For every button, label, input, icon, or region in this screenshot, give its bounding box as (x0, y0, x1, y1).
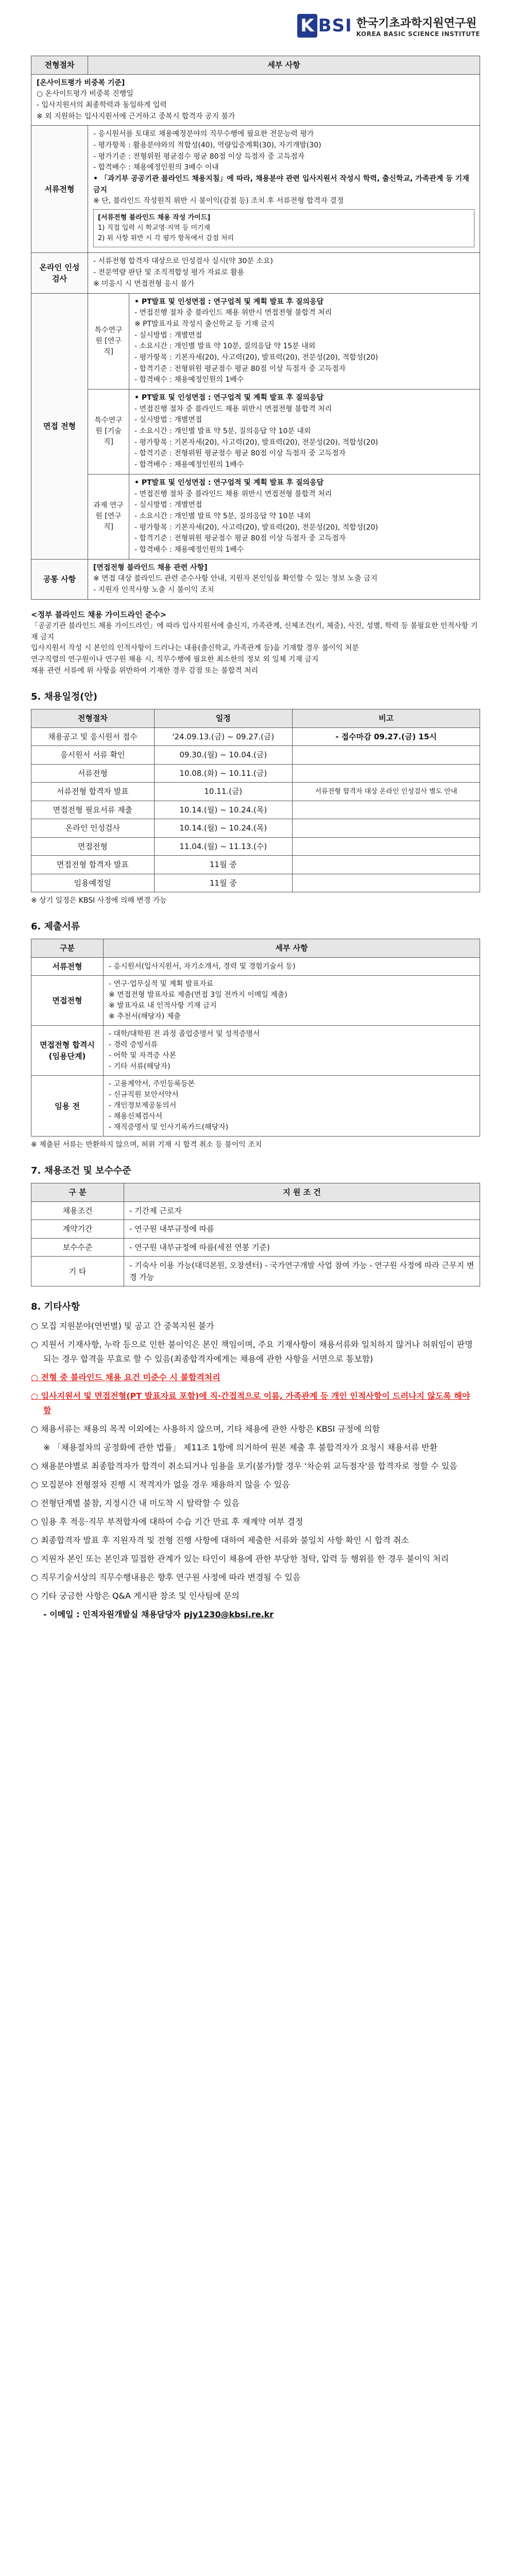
docs-note: ※ 제출된 서류는 반환하지 않으며, 허위 기재 시 합격 취소 등 불이익 조치 (31, 1141, 262, 1149)
common-label: 공통 사항 (31, 559, 88, 599)
etc-list (31, 1319, 480, 1622)
institute-logo (31, 10, 480, 41)
table-row: 응시원서 서류 확인 09.30.(월) ~ 10.04.(금) (31, 746, 480, 765)
list-item: ○ 전형단계별 불참, 지정시간 내 미도착 시 탈락할 수 있음 (31, 1498, 240, 1509)
table-row: 면접전형 - 연구·업무실적 및 계획 발표자료 ※ 면접전형 발표자료 제출(면접 3일 전까지 이메일 제출) ※ 발표자료 내 인적사항 기재 금지 ※ 추천서(해당자) 제출 (31, 976, 480, 1026)
table-row: 임용예정일 11월 중 (31, 874, 480, 892)
list-item: ○ 지원자 본인 또는 본인과 밀접한 관계가 있는 타인이 채용에 관한 부당한 청탁, 압력 등 행위를 한 경우 불이익 처리 (31, 1554, 449, 1564)
table-row: 면접전형 11.04.(월) ~ 11.13.(수) (31, 837, 480, 856)
conditions-table: 구 분 지 원 조 건 채용조건 - 기간제 근로자 계약기간 - 연구원 내부규정에 따름 보수수준 - 연구원 내부규정에 따름(세전 연봉 기준) 기 타 - 기숙사 이용 가능(대덕본원, 오창센터) - 국가연구개발 사업 참여 가능 - 연구원 사정에 따라 근무지 변경 가능 (31, 1183, 480, 1286)
table-row: 채용조건 - 기간제 근로자 (31, 1201, 480, 1220)
list-item: ○ 모집 지원분야(연번별) 및 공고 간 중복지원 불가 (31, 1321, 214, 1331)
list-item: ○ 직무기술서상의 직무수행내용은 향후 연구원 사정에 따라 변경될 수 있음 (31, 1572, 301, 1583)
table-row: 서류전형 합격자 발표 10.11.(금) 서류전형 합격자 대상 온라인 인성검사 별도 안내 (31, 783, 480, 801)
list-item: ○ 최종합격자 발표 후 지원자격 및 전형 진행 사항에 대하여 제출한 서류와 불일치 사항 확인 시 합격 취소 (31, 1535, 410, 1546)
table-row: 채용공고 및 응시원서 접수 '24.09.13.(금) ~ 09.27.(금) - 접수마감 09.27.(금) 15시 (31, 727, 480, 746)
list-item: ○ 임용 후 적응·직무 부적합자에 대하여 수습 기간 만료 후 재계약 여부 결정 (31, 1517, 303, 1527)
contact-line: - 이메일 : 인적자원개발실 채용담당자 pjy1230@kbsi.re.kr (43, 1609, 274, 1620)
table-row: 기 타 - 기숙사 이용 가능(대덕본원, 오창센터) - 국가연구개발 사업 참여 가능 - 연구원 사정에 따라 근무지 변경 가능 (31, 1257, 480, 1286)
docs-heading: 6. 제출서류 (31, 921, 80, 933)
list-item: ○ 기타 궁금한 사항은 Q&A 게시판 참조 및 인사팀에 문의 (31, 1591, 240, 1601)
schedule-heading: 5. 채용일정(안) (31, 691, 98, 703)
table-row: 면접전형 합격자 발표 11월 중 (31, 856, 480, 874)
kbsi-logo-mark: K BSI (297, 14, 352, 38)
online-test-label: 온라인 인성검사 (31, 253, 88, 293)
interview-sub-2: 특수연구원 [기술직] (88, 389, 129, 474)
table-row: 온라인 인성검사 10.14.(월) ~ 10.24.(목) (31, 819, 480, 838)
etc-heading: 8. 기타사항 (31, 1301, 80, 1313)
interview-sub-3: 과제 연구원 [연구직] (88, 474, 129, 559)
doc-screening-label: 서류전형 (31, 126, 88, 253)
interview-details-1: • PT발표 및 인성면접 : 연구업적 및 계획 발표 후 질의응답 - 면접진행 절차 중 블라인드 채용 위반시 면접전형 불합격 처리 ※ PT발표자료 작성시 출신학교 등 기재 금지 - 실시방법 : 개별면접 - 소요시간 : 개인별 발표 약 10분, 질의응답 약 15분 내외 - 평가항목 : 기본자세(20), 사고력(20), 발표력(20), 전문성(20), 적합성(20) - 합격기준 : 전형위원 평균점수 평균 80점 이상 득점자 중 고득점자 - 합격배수 : 채용예정인원의 1배수 (129, 293, 480, 389)
interview-label: 면접 전형 (31, 293, 88, 559)
notice-row: [온사이트평가 비중복 기준] ○ 온사이트평가 비중복 진행일 - 입사지원서의 최종학력과 동일하게 입력 ※ 외 지원하는 입사지원서에 근거하고 중복시 합격자 공지 불가 (31, 74, 480, 126)
contact-email-link[interactable]: pjy1230@kbsi.re.kr (183, 1609, 274, 1620)
table-row: 임용 전 - 고용계약서, 주민등록등본 - 신규직원 보안서약서 - 개인정보제공동의서 - 채용신체검사서 - 재직증명서 및 인사기록카드(해당자) (31, 1076, 480, 1137)
table-row: 계약기간 - 연구원 내부규정에 따름 (31, 1220, 480, 1239)
common-details: [면접전형 블라인드 채용 관련 사항] ※ 면접 대상 블라인드 관련 준수사항 안내, 지원자 본인임을 확인할 수 있는 정보 노출 금지 - 지원자 인적사항 노출 시 불이익 조치 (88, 559, 480, 599)
table-row: 서류전형 10.08.(화) ~ 10.11.(금) (31, 764, 480, 783)
conditions-heading: 7. 채용조건 및 보수수준 (31, 1165, 131, 1177)
list-item: ○ 지원서 기재사항, 누락 등으로 인한 불이익은 본인 책임이며, 주요 기재사항이 채용서류와 일치하지 않거나 허위임이 판명되는 경우 합격을 무효로 할 수 있음(최종합격자에게는 채용에 관한 사항을 서면으로 통보함) (31, 1340, 473, 1364)
schedule-note: ※ 상기 일정은 KBSI 사정에 의해 변경 가능 (31, 896, 167, 905)
blind-guide-box: [서류전형 블라인드 채용 작성 가이드] 1) 직접 입력 시 학교명·지역 등 미기재 2) 위 사항 위반 시 각 평가 항목에서 감점 처리 (93, 209, 474, 247)
list-item: ○ 채용서류는 채용의 목적 이외에는 사용하지 않으며, 기타 채용에 관한 사항은 KBSI 규정에 의함 (31, 1424, 380, 1434)
institute-name-en: KOREA BASIC SCIENCE INSTITUTE (356, 30, 480, 38)
table-row: 면접전형 합격시 (임용단계) - 대학/대학원 전 과정 졸업증명서 및 성적증명서 - 경력 증빙서류 - 어학 및 자격증 사본 - 기타 서류(해당자) (31, 1026, 480, 1076)
doc-screening-details: - 응시원서를 토대로 채용예정분야의 직무수행에 필요한 전문능력 평가 - 평가항목 : 활용분야와의 적합성(40), 역량입증계획(30), 자기개발(30) - 평가기준 : 전형위원 평균점수 평균 80점 이상 득점자 중 고득점자 - 합격배수 : 채용예정인원의 3배수 이내 • 「과기부 공공기관 블라인드 채용지침」에 따라, 채용분야 관련 입사지원서 작성시 학력, 출신학교, 가족관계 등 기재 금지 ※ 단, 블라인드 작성원칙 위반 시 불이익(감점 등) 조치 후 서류전형 합격자 결정 [서류전형 블라인드 채용 작성 가이드] 1) 직접 입력 시 학교명·지역 등 미기재 2) 위 사항 위반 시 각 평가 항목에서 감점 처리 (88, 126, 480, 253)
institute-name-ko: 한국기초과학지원연구원 (356, 16, 477, 30)
interview-details-2: • PT발표 및 인성면접 : 연구업적 및 계획 발표 후 질의응답 - 면접진행 절차 중 블라인드 채용 위반시 면접전형 불합격 처리 - 실시방법 : 개별면접 - 소요시간 : 개인별 발표 약 5분, 질의응답 약 10분 내외 - 평가항목 : 기본자세(20), 사고력(20), 발표력(20), 전문성(20), 적합성(20) - 합격기준 : 전형위원 평균점수 평균 80점 이상 득점자 중 고득점자 - 합격배수 : 채용예정인원의 1배수 (129, 389, 480, 474)
table-row: 서류전형 - 응시원서(입사지원서, 자기소개서, 경력 및 경험기술서 등) (31, 957, 480, 976)
header-procedure: 전형절차 (31, 56, 88, 75)
interview-sub-1: 특수연구원 [연구직] (88, 293, 129, 389)
blind-guide-notes: <정부 블라인드 채용 가이드라인 준수> 「공공기관 블라인드 채용 가이드라인」에 따라 입사지원서에 출신지, 가족관계, 신체조건(키, 체중), 사진, 성별, 학력 등 불필요한 인적사항 기재 금지 입사지원서 작성 시 본인의 인적사항이 드러나는 내용(출신학교, 가족관계 등)을 기재할 경우 불이익 처분 연구직렬의 연구원이나 연구원 채용 시, 직무수행에 필요한 최소한의 정보 외 일체 기재 금지 채용 관련 서류에 위 사항을 위반하여 기재한 경우 감점 또는 불합격 처리 (31, 609, 478, 675)
selection-process-table (31, 56, 480, 600)
header-details: 세부 사항 (88, 56, 480, 75)
schedule-table: 전형절차 일정 비고 채용공고 및 응시원서 접수 '24.09.13.(금) ~ 09.27.(금) - 접수마감 09.27.(금) 15시 응시원서 서류 확인 09.30.(월) ~ 10.04.(금) 서류전형 10.08.(화) ~ 10.11.(금) 서류전형 합격자 발표 10.11.(금) 서류전형 합격자 대상 온라인 인성검사 별도 안내 면접전형 필요서류 제출 10.14.(월) ~ 10.24.(목) 온라인 인성검사 10.14.(월) ~ 10.24.(목) 면접전형 11.04.(월) ~ 11.13.(수) 면접전형 합격자 발표 11월 중 임용예정일 11월 중 (31, 709, 480, 892)
list-item: ○ 입사지원서 및 면접전형(PT 발표자료 포함)에 직·간접적으로 이름, 가족관계 등 개인 인적사항이 드러나지 않도록 해야 함 (31, 1391, 470, 1416)
list-item: ○ 전형 중 블라인드 채용 요건 미준수 시 불합격처리 (31, 1372, 220, 1383)
table-row: 면접전형 필요서류 제출 10.14.(월) ~ 10.24.(목) (31, 801, 480, 819)
list-item: ○ 채용분야별로 최종합격자가 합격이 취소되거나 임용을 포기(불가)할 경우 '차순위 교득점자'를 합격자로 정할 수 있음 (31, 1461, 457, 1471)
table-row: 보수수준 - 연구원 내부규정에 따름(세전 연봉 기준) (31, 1238, 480, 1257)
interview-details-3: • PT발표 및 인성면접 : 연구업적 및 계획 발표 후 질의응답 - 면접진행 절차 중 블라인드 채용 위반시 면접전형 불합격 처리 - 실시방법 : 개별면접 - 소요시간 : 개인별 발표 약 5분, 질의응답 약 10분 내외 - 평가항목 : 기본자세(20), 사고력(20), 발표력(20), 전문성(20), 적합성(20) - 합격기준 : 전형위원 평균점수 평균 80점 이상 득점자 중 고득점자 - 합격배수 : 채용예정인원의 1배수 (129, 474, 480, 559)
online-test-details: - 서류전형 합격자 대상으로 인성검사 실시(약 30분 소요) - 전문역량 판단 및 조직적합성 평가 자료로 활용 ※ 미응시 시 면접전형 응시 불가 (88, 253, 480, 293)
documents-table: 구분 세부 사항 서류전형 - 응시원서(입사지원서, 자기소개서, 경력 및 경험기술서 등) 면접전형 - 연구·업무실적 및 계획 발표자료 ※ 면접전형 발표자료 제출(면접 3일 전까지 이메일 제출) ※ 발표자료 내 인적사항 기재 금지 ※ 추천서(해당자) 제출 면접전형 합격시 (임용단계) - 대학/대학원 전 과정 졸업증명서 및 성적증명서 - 경력 증빙서류 - 어학 및 자격증 사본 - 기타 서류(해당자) 임용 전 - 고용계약서, 주민등록등본 - 신규직원 보안서약서 - 개인정보제공동의서 - 채용신체검사서 - 재직증명서 및 인사기록카드(해당자) (31, 939, 480, 1137)
list-item: ○ 모집분야 전형절차 진행 시 적격자가 없을 경우 채용하지 않을 수 있음 (31, 1480, 290, 1490)
list-item: ※ 「채용절차의 공정화에 관한 법률」 제11조 1항에 의거하여 원본 제출 후 불합격자가 요청시 채용서류 반환 (43, 1443, 438, 1453)
